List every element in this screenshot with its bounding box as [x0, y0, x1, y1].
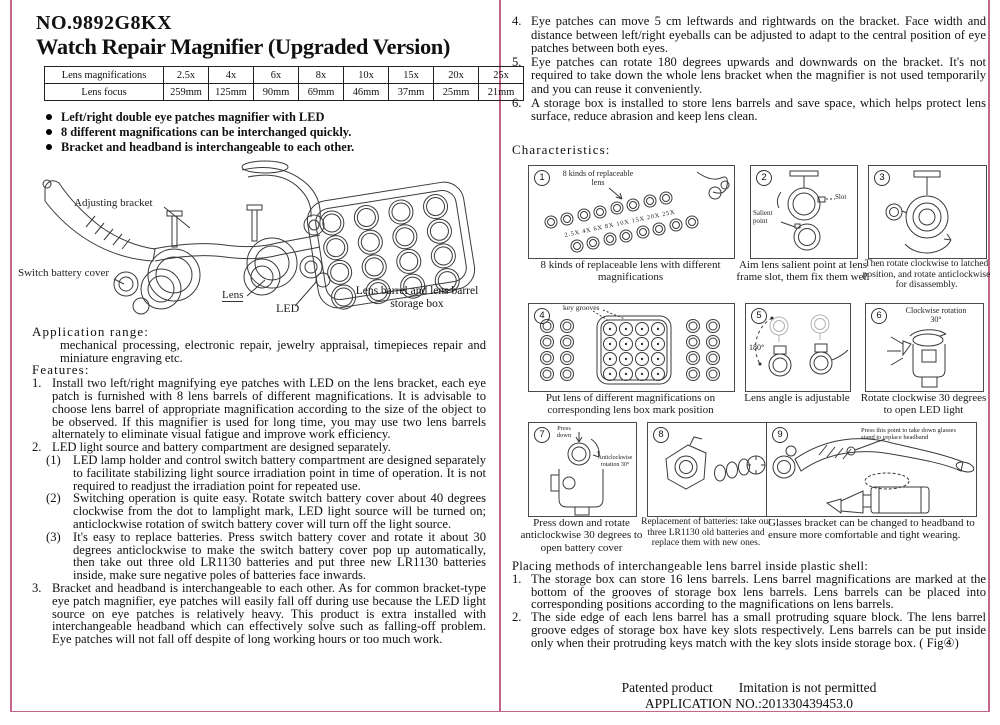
diagram-label-led: LED [276, 301, 300, 315]
feature-subitem-2-2 [32, 492, 486, 530]
item-marker: 6. [512, 95, 522, 110]
feature-text: Install two left/right magnifying eye patches with LED on the lens bracket, each eye patch is furnished with 8 lens barrels of different magnifications. It is advisable to choose lens barrel of appropriate magnification according to the size of the object to be observed. If this magnifier is used for long time, you may use two lens barrels alternately to eliminate visual fatigue and improve work efficiency. [52, 376, 486, 442]
characteristic-panel-9 [766, 422, 977, 517]
page-title: Watch Repair Magnifier (Upgraded Version) [36, 34, 451, 59]
left-text-block [32, 326, 486, 646]
panel-1-magnification-labels: 2.5X 4X 6X 8X 10X 15X 20X 25X [563, 208, 677, 239]
panel-6-caption: Rotate clockwise 30 degrees to open LED light [860, 392, 987, 417]
panel-4-illustration [529, 304, 734, 391]
feature-text: It's easy to replace batteries. Press switch battery cover and rotate it about 30 degrees anticlockwise to make the switch battery cover pop up automatically, then take out three old LR1130 batteries and put three new LR1130 batteries inside, make sure negative poles of batteries face inwards. [73, 529, 486, 583]
bullet-dot-icon [46, 114, 52, 120]
panel-number-badge: 9 [772, 427, 788, 443]
panel-number-badge: 1 [534, 170, 550, 186]
panel-number-badge: 7 [534, 427, 550, 443]
panel-5-caption: Lens angle is adjustable [744, 392, 850, 404]
item-text: Eye patches can rotate 180 degrees upwards and downwards on the bracket. It's not required to take down the whole lens bracket when the magnifier is not used temporarily and you can reuse it conveniently. [531, 54, 986, 96]
footer-imitation: Imitation is not permitted [738, 680, 877, 695]
panel-1-caption: 8 kinds of replaceable lens with different magnifications [540, 259, 721, 284]
panel-5-label-180: 180° [749, 343, 765, 352]
feature-text: LED lamp holder and control switch battery compartment are designed separately to facilitate stabilizing light source irradiation point in time of operation. It is not required to readjust the irradiation point for repeated use. [73, 452, 486, 493]
characteristic-panel-5 [745, 303, 851, 392]
panel-number-badge: 4 [534, 308, 550, 324]
bullet-item: Bracket and headband is interchangeable to each other. [36, 140, 354, 155]
panel-7-label-press-down: Press down [556, 425, 572, 440]
feature-marker: 2. [32, 440, 42, 455]
placing-heading: Placing methods of interchangeable lens barrel inside plastic shell: [512, 559, 869, 573]
spec-label: Lens magnifications [45, 67, 164, 84]
item-marker: 5. [512, 54, 522, 69]
bullet-item: 8 different magnifications can be interchanged quickly. [36, 125, 354, 140]
item-marker: 4. [512, 14, 522, 28]
right-item-6 [512, 97, 986, 124]
item-text: A storage box is installed to store lens barrels and save space, which helps protect lens surface, reduce abrasion and keep lens clean. [531, 95, 986, 124]
spec-row-magnifications: Lens magnifications 2.5x 4x 6x 8x 10x 15x 20x 25x [45, 67, 524, 84]
panel-8-caption: Replacement of batteries: take out three LR1130 old batteries and replace them with new ones. [641, 517, 771, 549]
feature-marker: (3) [46, 529, 61, 544]
right-text-block [512, 15, 986, 124]
panel-9-caption: Glasses bracket can be changed to headband to ensure more comfortable and tight wearing. [768, 517, 975, 542]
features-heading: Features: [32, 362, 90, 378]
item-text: Eye patches can move 5 cm leftwards and rightwards on the bracket. Face width and distance between left/right eyeballs can be adjusted to adapt to the central position of eye patches between both eyes. [531, 14, 986, 56]
feature-subitem-2-1 [32, 454, 486, 492]
panel-4-caption: Put lens of different magnifications on corresponding lens box mark position [545, 392, 716, 417]
product-diagram [14, 157, 486, 329]
feature-item-3 [32, 582, 486, 646]
panel-number-badge: 8 [653, 427, 669, 443]
border-right [988, 0, 990, 712]
panel-1-label: 8 kinds of replaceable lens [562, 169, 634, 187]
bullet-dot-icon [46, 144, 52, 150]
bullet-item: Left/right double eye patches magnifier with LED [36, 110, 354, 125]
panel-number-badge: 2 [756, 170, 772, 186]
placing-item-1 [512, 573, 986, 611]
characteristic-panel-1 [528, 165, 735, 259]
diagram-label-adjusting-bracket: Adjusting bracket [74, 197, 153, 209]
feature-marker: (1) [46, 452, 61, 467]
panel-2-caption: Aim lens salient point at lens frame slot, them fix them well [736, 259, 870, 284]
right-item-4 [512, 15, 986, 56]
panel-3-caption: Then rotate clockwise to latched position, and rotate anticlockwise for disassembly. [862, 259, 991, 291]
characteristic-panel-7 [528, 422, 637, 517]
bullet-dot-icon [46, 129, 52, 135]
diagram-label-switch-battery-cover: Switch battery cover [18, 267, 110, 279]
panel-7-label-anticlockwise: Anticlockwise rotation 30° [597, 455, 633, 468]
feature-marker: 3. [32, 580, 42, 595]
spec-label: Lens focus [45, 84, 164, 101]
feature-item-1 [32, 377, 486, 441]
item-text: The storage box can store 16 lens barrels. Lens barrel magnifications are marked at the bottom of the grooves of storage box lens barrels. Lens barrels can be placed into corresponding positions according to the magnifications on lens barrels. [531, 571, 986, 612]
spec-row-focus: Lens focus 259mm 125mm 90mm 69mm 46mm 37mm 25mm 21mm [45, 84, 524, 101]
panel-6-label-clockwise: Clockwise rotation 30° [905, 306, 967, 324]
panel-4-label-key-grooves: key grooves [563, 303, 600, 312]
feature-subitem-2-3 [32, 531, 486, 582]
panel-number-badge: 5 [751, 308, 767, 324]
feature-marker: 1. [32, 376, 42, 391]
panel-7-caption: Press down and rotate anticlockwise 30 degrees to open battery cover [520, 517, 643, 554]
application-range-body: mechanical processing, electronic repair, jewelry appraisal, timepieces repair and miniature engraving etc. [60, 337, 486, 365]
characteristics-heading: Characteristics: [512, 142, 611, 157]
footer-application-no: APPLICATION NO.:201330439453.0 [644, 696, 854, 711]
border-left [10, 0, 12, 712]
footer [512, 680, 986, 712]
footer-patented: Patented product [621, 680, 713, 695]
panel-2-label-slot: Slot [835, 193, 847, 201]
panel-number-badge: 6 [871, 308, 887, 324]
spec-table [44, 66, 524, 101]
item-marker: 2. [512, 610, 522, 625]
placing-methods-section [512, 560, 986, 650]
application-range-heading: Application range: [32, 324, 149, 339]
placing-item-2 [512, 611, 986, 649]
model-number: NO.9892G8KX [36, 12, 173, 34]
panel-number-badge: 3 [874, 170, 890, 186]
feature-text: Switching operation is quite easy. Rotate switch battery cover about 40 degrees clockwise from the dot to lamplight mark, LED light source will be turned on; anticlockwise rotation of switch battery cover will turn off the light source. [73, 491, 486, 531]
feature-text: LED light source and battery compartment are designed separately. [52, 440, 391, 455]
feature-marker: (2) [46, 491, 61, 506]
column-divider [499, 0, 501, 712]
characteristic-panel-3 [868, 165, 987, 259]
characteristic-panel-4 [528, 303, 735, 392]
feature-text: Bracket and headband is interchangeable to each other. As for common bracket-type eye patch magnifier, eye patches will easily fall off during use because the LED light source on eye patches is relatively heavy. This product is extra installed with interchangeable headband which can effectively solve such as falling-off problem. Eye patches will not fall off despite of long working hours or too much work. [52, 580, 486, 647]
item-text: The side edge of each lens barrel has a small protruding square block. The lens barrel groove edges of storage box have key slots respectively. Lens barrels can be put inside only when their protruding keys match with the key slots inside storage box. ( Fig④) [531, 610, 986, 650]
characteristic-panel-6 [865, 303, 984, 392]
characteristic-panel-2 [750, 165, 858, 259]
storage-box-caption: Lens barrel and lens barrel storage box [355, 285, 479, 311]
diagram-label-lens: Lens [222, 289, 244, 301]
item-marker: 1. [512, 571, 522, 586]
panel-2-label-salient-point: Salient point [753, 209, 773, 225]
right-item-5 [512, 56, 986, 97]
footer-patent-line [512, 680, 986, 696]
feature-bullets [36, 110, 354, 154]
panel-9-label-press-point: Press this point to take down glasses stand to replace headband [861, 427, 956, 442]
characteristic-panel-8 [647, 422, 767, 517]
